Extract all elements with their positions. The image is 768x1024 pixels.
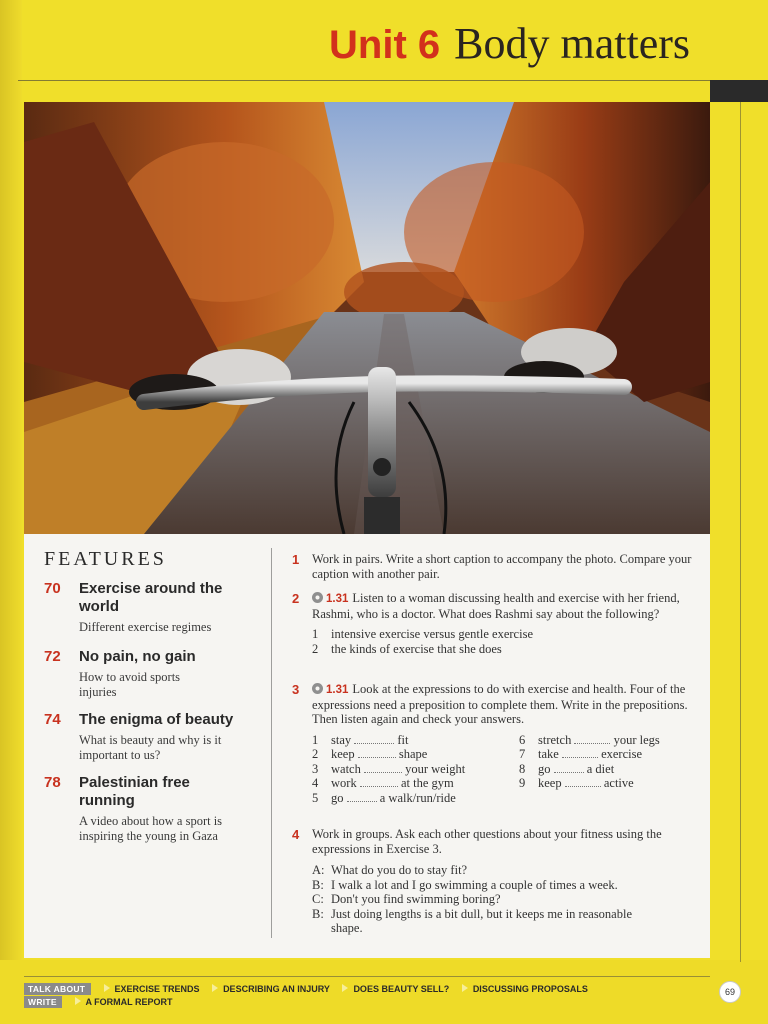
exercise-number: 4 — [292, 827, 300, 842]
arrow-icon — [75, 997, 81, 1005]
expression-item: 2 keep shape — [312, 747, 428, 761]
footer-link[interactable]: A FORMAL REPORT — [75, 997, 173, 1007]
feature-description: Different exercise regimes — [79, 620, 212, 634]
footer-link[interactable]: DOES BEAUTY SELL? — [342, 984, 449, 994]
audio-cd-icon[interactable] — [312, 683, 323, 694]
feature-item[interactable] — [44, 711, 259, 762]
feature-page-number: 70 — [44, 580, 61, 597]
exercise-instruction — [312, 591, 692, 621]
write-tag: WRITE — [24, 996, 62, 1008]
feature-description: A video about how a sport is inspiring the young in Gaza — [79, 814, 223, 843]
feature-title: Palestinian free running — [79, 774, 190, 809]
page-number: 69 — [719, 981, 741, 1003]
expression-item: 1 stay fit — [312, 732, 409, 747]
unit-name: Body matters — [454, 19, 690, 68]
feature-page-number: 74 — [44, 711, 61, 728]
fill-in-blank[interactable] — [358, 748, 396, 758]
column-divider — [271, 548, 272, 938]
footer-link[interactable]: EXERCISE TRENDS — [104, 984, 200, 994]
dialogue-line: A: What do you do to stay fit? — [312, 863, 468, 877]
model-dialogue — [312, 863, 692, 936]
exercise-4 — [292, 827, 692, 936]
feature-page-number: 72 — [44, 648, 61, 665]
page-title — [329, 19, 690, 68]
cycling-photo — [24, 102, 710, 534]
exercise-number: 3 — [292, 682, 300, 697]
feature-description: How to avoid sports injuries — [79, 670, 181, 699]
expression-item: 5 go a walk/run/ride — [312, 790, 456, 805]
feature-page-number: 78 — [44, 774, 61, 791]
list-item: 1 intensive exercise versus gentle exercise — [312, 627, 533, 641]
arrow-icon — [462, 984, 468, 992]
expression-item: 3 watch your weight — [312, 761, 466, 776]
fill-in-blank[interactable] — [554, 763, 584, 773]
instruction-text: Listen to a woman discussing health and exercise with her friend, Rashmi, who is a doctor. What does Rashmi say about the following? — [312, 591, 680, 621]
dialogue-line: B: I walk a lot and I go swimming a couple of times a week. — [312, 877, 618, 892]
expressions-column-right — [519, 733, 660, 791]
features-heading: FEATURES — [44, 548, 167, 570]
exercise-instruction — [312, 682, 692, 727]
exercise-2 — [292, 591, 692, 656]
audio-track-number[interactable]: 1.31 — [326, 593, 349, 605]
dialogue-line: C: Don't you find swimming boring? — [312, 892, 501, 906]
feature-item[interactable] — [44, 648, 259, 699]
fill-in-blank[interactable] — [565, 777, 601, 787]
list-item: 2 the kinds of exercise that she does — [312, 641, 502, 656]
fill-in-blank[interactable] — [364, 763, 402, 773]
exercise-instruction: Work in groups. Ask each other questions about your fitness using the expressions in Exercise 3. — [312, 827, 662, 856]
exercise-number: 2 — [292, 591, 300, 606]
page-edge-shadow — [0, 0, 22, 1024]
fill-in-blank[interactable] — [360, 777, 398, 787]
expressions-grid — [312, 733, 692, 807]
feature-title: Exercise around the world — [79, 580, 223, 615]
side-rule — [740, 102, 741, 962]
dialogue-line: B: Just doing lengths is a bit dull, but it keeps me in reasonable shape. — [312, 906, 633, 935]
arrow-icon — [104, 984, 110, 992]
arrow-icon — [342, 984, 348, 992]
fill-in-blank[interactable] — [347, 792, 377, 802]
instruction-text: Look at the expressions to do with exercise and health. Four of the expressions need a preposition to complete them. Write in the prepositions. Then listen again and check your answers. — [312, 682, 688, 726]
exercise-1 — [292, 552, 692, 581]
audio-cd-icon[interactable] — [312, 592, 323, 603]
discussion-points — [312, 627, 692, 656]
fill-in-blank[interactable] — [574, 734, 610, 744]
feature-description: What is beauty and why is it important to us? — [79, 733, 222, 762]
footer-link[interactable]: DISCUSSING PROPOSALS — [462, 984, 588, 994]
exercise-instruction: Work in pairs. Write a short caption to accompany the photo. Compare your caption with another pair. — [312, 552, 692, 581]
expression-item: 9 keep active — [519, 776, 634, 790]
feature-title: The enigma of beauty — [79, 711, 234, 728]
fill-in-blank[interactable] — [354, 734, 394, 744]
expression-item: 8 go a diet — [519, 761, 615, 776]
title-rule — [18, 80, 710, 81]
audio-track-number[interactable]: 1.31 — [326, 684, 349, 696]
expressions-column-left — [312, 733, 465, 806]
fill-in-blank[interactable] — [562, 748, 598, 758]
talk-about-tag: TALK ABOUT — [24, 983, 91, 995]
write-row — [24, 996, 183, 1008]
feature-item[interactable] — [44, 580, 259, 635]
expression-item: 7 take exercise — [519, 747, 643, 761]
exercise-3 — [292, 682, 692, 807]
feature-title: No pain, no gain — [79, 648, 196, 665]
expression-item: 4 work at the gym — [312, 776, 454, 790]
unit-label: Unit 6 — [329, 23, 441, 67]
feature-item[interactable] — [44, 774, 259, 843]
exercise-number: 1 — [292, 552, 300, 567]
footer-rule — [24, 976, 710, 977]
arrow-icon — [212, 984, 218, 992]
footer-link[interactable]: DESCRIBING AN INJURY — [212, 984, 330, 994]
talk-about-row — [24, 983, 598, 995]
corner-bar — [710, 80, 768, 102]
expression-item: 6 stretch your legs — [519, 732, 660, 747]
